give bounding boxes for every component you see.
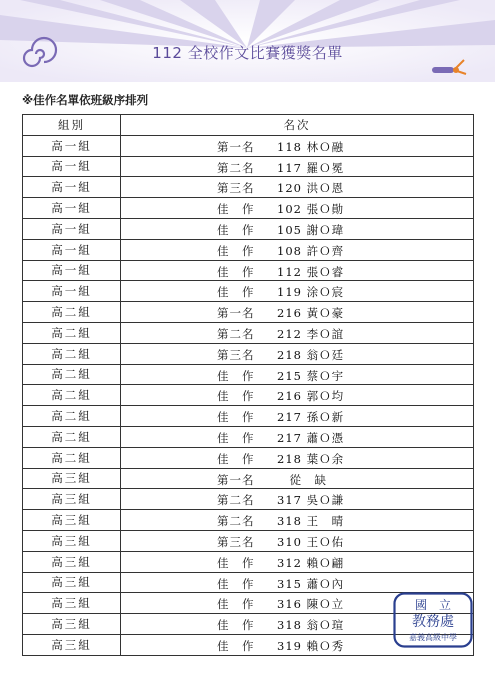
table-row bbox=[23, 135, 474, 156]
column-header-rank: 名次 bbox=[121, 115, 474, 136]
rank-label: 佳 作 bbox=[217, 202, 255, 217]
winner-name: 117 羅Ｏ冕 bbox=[277, 160, 345, 175]
table-row bbox=[23, 551, 474, 572]
award-cell bbox=[121, 426, 474, 447]
award-cell bbox=[121, 489, 474, 510]
award-cell bbox=[121, 177, 474, 198]
rank-label: 佳 作 bbox=[217, 285, 255, 300]
award-cell bbox=[121, 406, 474, 427]
group-cell: 高三組 bbox=[23, 572, 121, 593]
rank-label: 佳 作 bbox=[217, 597, 255, 612]
award-cell bbox=[121, 530, 474, 551]
group-cell: 高三組 bbox=[23, 634, 121, 655]
winner-name: 218 葉Ｏ余 bbox=[277, 451, 345, 466]
rank-label: 佳 作 bbox=[217, 368, 255, 383]
group-cell: 高一組 bbox=[23, 239, 121, 260]
column-header-group: 組別 bbox=[23, 115, 121, 136]
rank-label: 第二名 bbox=[217, 160, 255, 175]
group-cell: 高一組 bbox=[23, 281, 121, 302]
winner-name: 216 郭Ｏ均 bbox=[277, 389, 345, 404]
winner-name: 316 陳Ｏ立 bbox=[277, 597, 345, 612]
rank-label: 佳 作 bbox=[217, 618, 255, 633]
rank-label: 第二名 bbox=[217, 326, 255, 341]
table-row bbox=[23, 385, 474, 406]
winner-name: 216 黃Ｏ豪 bbox=[277, 306, 345, 321]
rank-label: 第三名 bbox=[217, 534, 255, 549]
winner-name: 218 翁Ｏ廷 bbox=[277, 347, 345, 362]
rank-label: 第三名 bbox=[217, 347, 255, 362]
award-cell bbox=[121, 364, 474, 385]
school-stamp bbox=[393, 592, 473, 648]
page-title: 112 全校作文比賽獲獎名單 bbox=[152, 44, 343, 62]
group-cell: 高一組 bbox=[23, 198, 121, 219]
rank-label: 佳 作 bbox=[217, 410, 255, 425]
rank-label: 第一名 bbox=[217, 472, 255, 487]
group-cell: 高三組 bbox=[23, 489, 121, 510]
table-row bbox=[23, 302, 474, 323]
header-banner bbox=[0, 0, 495, 82]
table-row bbox=[23, 447, 474, 468]
rank-label: 佳 作 bbox=[217, 576, 255, 591]
table-row bbox=[23, 572, 474, 593]
group-cell: 高三組 bbox=[23, 551, 121, 572]
table-row bbox=[23, 489, 474, 510]
winner-name: 112 張Ｏ睿 bbox=[277, 264, 345, 279]
table-row bbox=[23, 177, 474, 198]
award-cell bbox=[121, 218, 474, 239]
group-cell: 高三組 bbox=[23, 510, 121, 531]
table-row bbox=[23, 218, 474, 239]
group-cell: 高一組 bbox=[23, 218, 121, 239]
table-row bbox=[23, 260, 474, 281]
award-cell bbox=[121, 198, 474, 219]
award-cell bbox=[121, 447, 474, 468]
award-cell bbox=[121, 239, 474, 260]
stamp-line-1: 國 立 bbox=[414, 598, 452, 612]
award-cell bbox=[121, 385, 474, 406]
table-row bbox=[23, 322, 474, 343]
rank-label: 佳 作 bbox=[217, 451, 255, 466]
winner-name: 217 蕭Ｏ憑 bbox=[277, 430, 345, 445]
table-row bbox=[23, 239, 474, 260]
list-note: ※佳作名單依班級序排列 bbox=[22, 93, 149, 107]
award-cell bbox=[121, 302, 474, 323]
winner-name: 120 洪Ｏ恩 bbox=[277, 181, 345, 196]
winner-name: 119 涂Ｏ宸 bbox=[277, 285, 345, 300]
winner-name: 102 張Ｏ勛 bbox=[277, 202, 345, 217]
winner-name: 318 翁Ｏ瑄 bbox=[277, 618, 345, 633]
table-row bbox=[23, 426, 474, 447]
table-row bbox=[23, 530, 474, 551]
group-cell: 高三組 bbox=[23, 468, 121, 489]
award-cell bbox=[121, 281, 474, 302]
winner-name: 317 吳Ｏ謙 bbox=[277, 493, 345, 508]
winner-name: 315 蕭Ｏ內 bbox=[277, 576, 345, 591]
table-row bbox=[23, 468, 474, 489]
group-cell: 高三組 bbox=[23, 614, 121, 635]
rank-label: 佳 作 bbox=[217, 430, 255, 445]
award-cell bbox=[121, 510, 474, 531]
rank-label: 佳 作 bbox=[217, 555, 255, 570]
table-row bbox=[23, 281, 474, 302]
group-cell: 高二組 bbox=[23, 343, 121, 364]
rank-label: 第二名 bbox=[217, 493, 255, 508]
group-cell: 高三組 bbox=[23, 593, 121, 614]
award-cell bbox=[121, 551, 474, 572]
award-cell bbox=[121, 468, 474, 489]
winner-name: 108 許Ｏ齊 bbox=[277, 243, 345, 258]
group-cell: 高一組 bbox=[23, 177, 121, 198]
award-cell bbox=[121, 135, 474, 156]
winner-name: 310 王Ｏ佑 bbox=[277, 534, 345, 549]
rank-label: 第三名 bbox=[217, 181, 255, 196]
group-cell: 高二組 bbox=[23, 426, 121, 447]
award-cell bbox=[121, 156, 474, 177]
table-row bbox=[23, 406, 474, 427]
stamp-line-2: 教務處 bbox=[412, 614, 454, 630]
table-row bbox=[23, 510, 474, 531]
award-table bbox=[22, 114, 474, 656]
winner-name: 212 李Ｏ誼 bbox=[277, 326, 345, 341]
rank-label: 佳 作 bbox=[217, 222, 255, 237]
table-row bbox=[23, 343, 474, 364]
winner-name: 319 賴Ｏ秀 bbox=[277, 638, 345, 653]
award-cell bbox=[121, 572, 474, 593]
group-cell: 高一組 bbox=[23, 260, 121, 281]
group-cell: 高一組 bbox=[23, 135, 121, 156]
group-cell: 高二組 bbox=[23, 447, 121, 468]
rank-label: 第一名 bbox=[217, 139, 255, 154]
table-row bbox=[23, 156, 474, 177]
table-row bbox=[23, 198, 474, 219]
rank-label: 佳 作 bbox=[217, 638, 255, 653]
rank-label: 佳 作 bbox=[217, 264, 255, 279]
winner-name: 217 孫Ｏ新 bbox=[277, 410, 345, 425]
group-cell: 高二組 bbox=[23, 364, 121, 385]
stamp-line-3: 嘉義高級中學 bbox=[409, 633, 457, 642]
group-cell: 高二組 bbox=[23, 302, 121, 323]
rank-label: 佳 作 bbox=[217, 389, 255, 404]
winner-name: 215 蔡Ｏ宇 bbox=[277, 368, 345, 383]
group-cell: 高三組 bbox=[23, 530, 121, 551]
rank-label: 第一名 bbox=[217, 306, 255, 321]
banner-graphic bbox=[0, 0, 495, 82]
group-cell: 高二組 bbox=[23, 385, 121, 406]
rank-label: 第二名 bbox=[217, 514, 255, 529]
group-cell: 高二組 bbox=[23, 406, 121, 427]
table-header-row bbox=[23, 115, 474, 136]
winner-name: 從 缺 bbox=[277, 472, 327, 487]
award-cell bbox=[121, 260, 474, 281]
group-cell: 高一組 bbox=[23, 156, 121, 177]
table-row bbox=[23, 364, 474, 385]
rank-label: 佳 作 bbox=[217, 243, 255, 258]
winner-name: 118 林Ｏ融 bbox=[277, 139, 345, 154]
group-cell: 高二組 bbox=[23, 322, 121, 343]
winner-name: 312 賴Ｏ翩 bbox=[277, 555, 345, 570]
winner-name: 318 王 晴 bbox=[277, 514, 345, 529]
award-cell bbox=[121, 322, 474, 343]
winner-name: 105 謝Ｏ瑋 bbox=[277, 222, 345, 237]
award-cell bbox=[121, 343, 474, 364]
